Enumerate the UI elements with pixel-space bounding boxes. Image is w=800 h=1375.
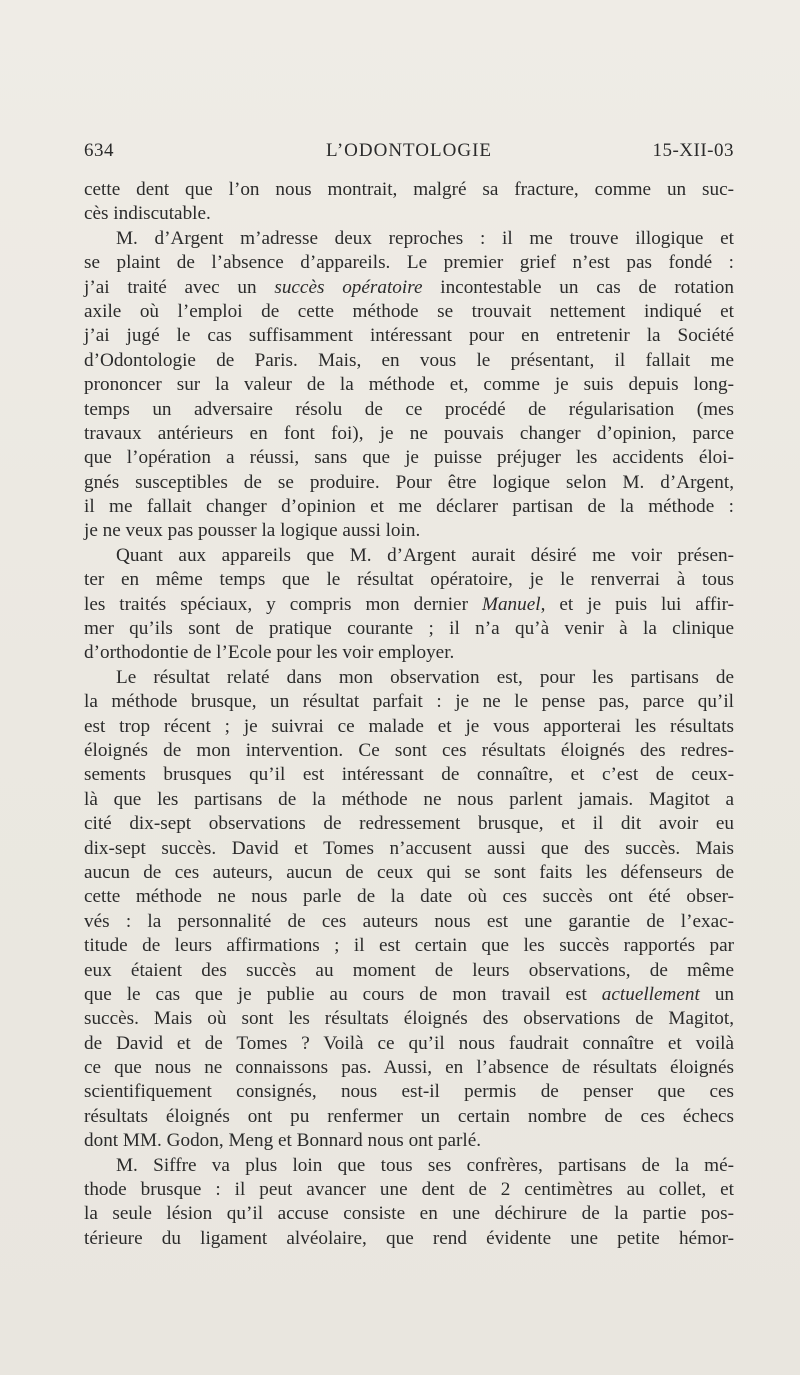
text-line: j’ai jugé le cas suffisamment intéressant pour en entretenir la Société xyxy=(84,325,734,347)
running-head xyxy=(84,140,734,166)
text-line: dix-sept succès. David et Tomes n’accusent aussi que des succès. Mais xyxy=(84,837,734,859)
text-line: la méthode brusque, un résultat parfait : je ne le pense pas, parce qu’il xyxy=(84,691,734,713)
text-line: temps un adversaire résolu de ce procédé de régularisation (mes xyxy=(84,398,734,420)
text-line: que l’opération a réussi, sans que je puisse préjuger les accidents éloi- xyxy=(84,447,734,469)
issue-date: 15-XII-03 xyxy=(652,140,734,161)
text-line: cette dent que l’on nous montrait, malgré sa fracture, comme un suc- xyxy=(84,179,734,200)
text-line: succès. Mais où sont les résultats éloignés des observations de Magitot, xyxy=(84,1008,734,1030)
text-line: sements brusques qu’il est intéressant de connaître, et c’est de ceux- xyxy=(84,764,734,786)
text-line: titude de leurs affirmations ; il est certain que les succès rapportés par xyxy=(84,935,734,957)
text-line: Le résultat relaté dans mon observation est, pour les partisans de xyxy=(116,666,734,688)
text-line: éloignés de mon intervention. Ce sont ces résultats éloignés des redres- xyxy=(84,739,734,761)
text-line: axile où l’emploi de cette méthode se trouvait nettement indiqué et xyxy=(84,300,734,322)
text-line: travaux antérieurs en font foi), je ne pouvais changer d’opinion, parce xyxy=(84,422,734,444)
text-line: d’orthodontie de l’Ecole pour les voir employer. xyxy=(84,642,455,664)
text-line: il me fallait changer d’opinion et me déclarer partisan de la méthode : xyxy=(84,496,734,518)
text-line: dont MM. Godon, Meng et Bonnard nous ont parlé. xyxy=(84,1130,482,1152)
text-line: résultats éloignés ont pu renfermer un certain nombre de ces échecs xyxy=(84,1105,734,1127)
text-line: se plaint de l’absence d’appareils. Le premier grief n’est pas fondé : xyxy=(84,252,734,274)
page-number: 634 xyxy=(84,140,114,161)
text-line: d’Odontologie de Paris. Mais, en vous le présentant, il fallait me xyxy=(84,349,734,371)
text-line: cité dix-sept observations de redressement brusque, et il dit avoir eu xyxy=(84,813,734,835)
text-line: vés : la personnalité de ces auteurs nous est une garantie de l’exac- xyxy=(84,910,734,932)
text-line: aucun de ces auteurs, aucun de ceux qui se sont faits les défenseurs de xyxy=(84,861,734,883)
text-line: térieure du ligament alvéolaire, que rend évidente une petite hémor- xyxy=(84,1227,734,1249)
text-line: j’ai traité avec un succès opératoire incontestable un cas de rotation xyxy=(84,276,734,298)
text-line: est trop récent ; je suivrai ce malade et je vous apporterai les résultats xyxy=(84,715,734,737)
text-line: là que les partisans de la méthode ne nous parlent jamais. Magitot a xyxy=(84,788,734,810)
text-line: mer qu’ils sont de pratique courante ; il n’a qu’à venir à la clinique xyxy=(84,618,734,640)
text-line: thode brusque : il peut avancer une dent de 2 centimètres au collet, et xyxy=(84,1179,734,1201)
text-line: Quant aux appareils que M. d’Argent aurait désiré me voir présen- xyxy=(116,544,734,566)
text-line: prononcer sur la valeur de la méthode et, comme je suis depuis long- xyxy=(84,374,734,396)
text-line: la seule lésion qu’il accuse consiste en une déchirure de la partie pos- xyxy=(84,1203,734,1225)
text-line: eux étaient des succès au moment de leurs observations, de même xyxy=(84,959,734,981)
text-line: de David et de Tomes ? Voilà ce qu’il nous faudrait connaître et voilà xyxy=(84,1032,734,1054)
text-line: cès indiscutable. xyxy=(84,203,211,225)
text-line: les traités spéciaux, y compris mon dernier Manuel, et je puis lui affir- xyxy=(84,593,734,615)
text-line: ce que nous ne connaissons pas. Aussi, en l’absence de résultats éloignés xyxy=(84,1057,734,1079)
text-line: cette méthode ne nous parle de la date où ces succès ont été obser- xyxy=(84,886,734,908)
text-line: gnés susceptibles de se produire. Pour être logique selon M. d’Argent, xyxy=(84,471,734,493)
text-line: M. Siffre va plus loin que tous ses confrères, partisans de la mé- xyxy=(116,1154,734,1176)
text-line: scientifiquement consignés, nous est-il permis de penser que ces xyxy=(84,1081,734,1103)
journal-title: L’ODONTOLOGIE xyxy=(325,140,493,161)
text-line: que le cas que je publie au cours de mon travail est actuellement un xyxy=(84,983,734,1005)
body-text xyxy=(84,178,734,1251)
text-line: ter en même temps que le résultat opératoire, je le renverrai à tous xyxy=(84,569,734,591)
text-line: M. d’Argent m’adresse deux reproches : il me trouve illogique et xyxy=(116,227,734,249)
text-line: je ne veux pas pousser la logique aussi loin. xyxy=(84,520,421,542)
